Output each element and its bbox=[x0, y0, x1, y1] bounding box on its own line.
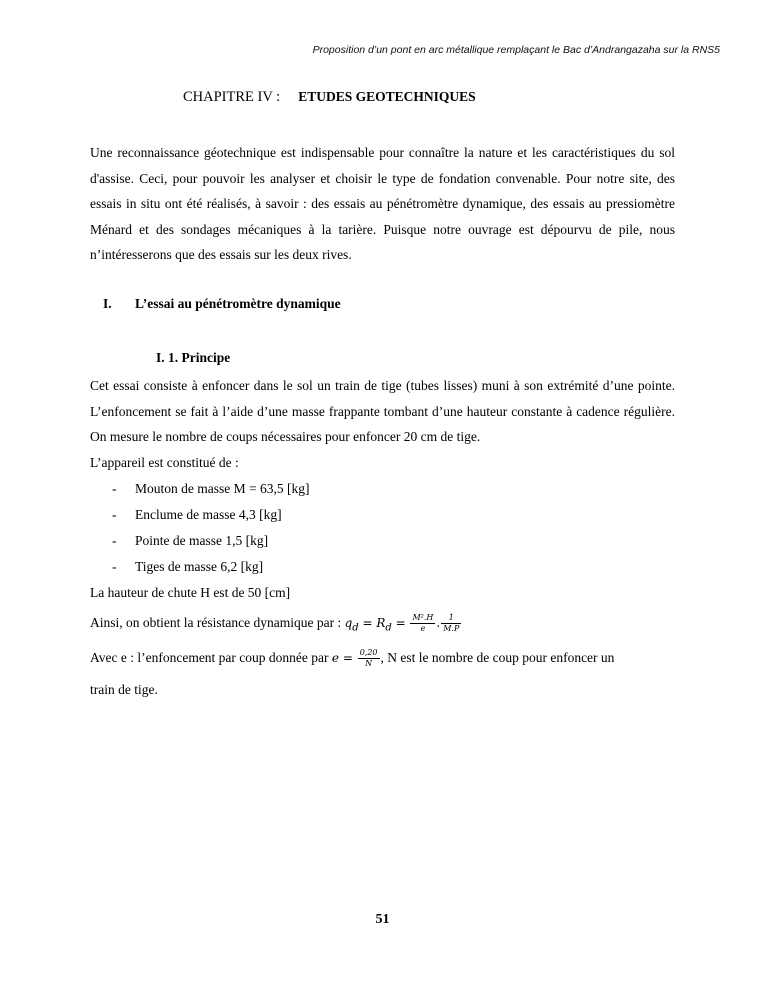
bullet-marker: - bbox=[112, 481, 117, 496]
formula-fraction bbox=[410, 613, 435, 634]
list-item bbox=[112, 559, 263, 575]
bullet-marker: - bbox=[112, 533, 117, 548]
section-numeral: I. bbox=[103, 296, 112, 311]
bullet-marker: - bbox=[112, 559, 117, 574]
formula-fraction bbox=[441, 613, 461, 634]
penetration-formula bbox=[331, 648, 381, 668]
apparatus-intro: L’appareil est constitué de : bbox=[90, 455, 239, 470]
chapter-title: ETUDES GEOTECHNIQUES bbox=[298, 89, 476, 104]
list-item-text: Pointe de masse 1,5 [kg] bbox=[135, 533, 269, 548]
formula-rd-sub: d bbox=[385, 622, 392, 634]
penetration-text-cont: , N est le nombre de coup pour enfoncer un bbox=[380, 650, 615, 665]
fraction-numerator: 1 bbox=[441, 613, 461, 624]
penetration-line-end: train de tige. bbox=[90, 682, 158, 697]
formula-eq: = bbox=[339, 651, 357, 665]
resistance-text: Ainsi, on obtient la résistance dynamique par : bbox=[90, 615, 345, 630]
running-header: Proposition d’un pont en arc métallique remplaçant le Bac d’Andrangazaha sur la RNS5 bbox=[312, 44, 720, 56]
formula-e: e bbox=[331, 651, 339, 665]
formula-dot: . bbox=[436, 616, 441, 630]
penetration-text: Avec e : l’enfoncement par coup donnée par bbox=[90, 650, 332, 665]
formula-qd: q bbox=[344, 616, 353, 630]
intro-paragraph: Une reconnaissance géotechnique est indispensable pour connaître la nature et les caractéristiques du sol d'assise. Ceci, pour pouvoir les analyser et choisir le type de fondation convenable. Pour notre site, des essais in situ ont été réalisés, à savoir : des essais au pénétromètre dynamique, des essais au pressiomètre Ménard et des sondages mécaniques à la tarière. Puisque notre ouvrage est dépourvu de pile, nous n’intéresserons que des essais sur les deux rives. bbox=[90, 145, 675, 262]
section-heading bbox=[103, 296, 341, 312]
page-number: 51 bbox=[375, 912, 390, 927]
list-item bbox=[112, 481, 309, 497]
penetration-line bbox=[90, 648, 614, 669]
list-item-text: Enclume de masse 4,3 [kg] bbox=[135, 507, 282, 522]
fraction-denominator: M.P bbox=[443, 624, 460, 633]
formula-rd: R bbox=[376, 616, 386, 630]
list-item-text: Tiges de masse 6,2 [kg] bbox=[135, 559, 264, 574]
list-item bbox=[112, 533, 268, 549]
formula-fraction bbox=[358, 648, 380, 669]
chapter-heading bbox=[183, 89, 476, 106]
drop-height-line: La hauteur de chute H est de 50 [cm] bbox=[90, 585, 291, 600]
section-title: L’essai au pénétromètre dynamique bbox=[135, 296, 341, 311]
fraction-denominator: e bbox=[420, 624, 426, 633]
principle-paragraph: Cet essai consiste à enfoncer dans le sol un train de tige (tubes lisses) muni à son extrémité d’une pointe. L’enfoncement se fait à l’aide d’une masse frappante tombant d’une hauteur constante à cadence régulière. On mesure le nombre de coups nécessaires pour enfoncer 20 cm de tige. bbox=[90, 378, 675, 444]
formula-eq: = bbox=[391, 616, 410, 630]
formula-eq: = bbox=[358, 616, 377, 630]
fraction-numerator: 0,20 bbox=[359, 648, 378, 657]
list-item bbox=[112, 507, 282, 523]
fraction-denominator: N bbox=[365, 659, 373, 668]
resistance-line bbox=[90, 613, 462, 634]
fraction-numerator: M².H bbox=[412, 613, 434, 622]
subsection-heading: I. 1. Principe bbox=[156, 350, 231, 365]
dynamic-resistance-formula bbox=[344, 613, 463, 634]
formula-qd-sub: d bbox=[352, 622, 359, 634]
chapter-number: CHAPITRE IV : bbox=[183, 89, 281, 105]
bullet-marker: - bbox=[112, 507, 117, 522]
list-item-text: Mouton de masse M = 63,5 [kg] bbox=[135, 481, 310, 496]
